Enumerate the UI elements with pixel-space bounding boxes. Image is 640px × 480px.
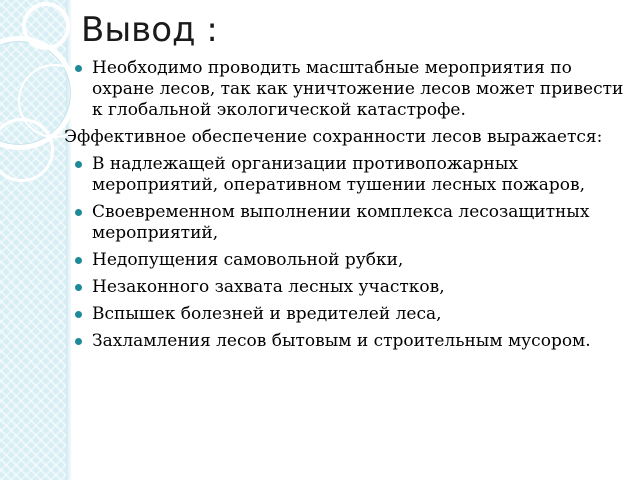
list-item [72,250,632,271]
list-item [72,331,632,352]
bullet-dot-icon [75,284,82,291]
list-item-text: Недопущения самовольной рубки, [92,250,404,270]
bullet-dot-icon [75,338,82,345]
bullet-list-top [72,58,632,121]
list-item-text: Вспышек болезней и вредителей леса, [92,304,442,324]
list-item-text: Своевременном выполнении комплекса лесозащитных мероприятий, [92,202,590,243]
list-item [72,154,632,196]
list-item [72,304,632,325]
list-item-text: В надлежащей организации противопожарных мероприятий, оперативном тушении лесных пожаров, [92,154,586,195]
intro-paragraph: Эффективное обеспечение сохранности лесов выражается: [64,127,603,147]
slide-content [64,58,632,358]
list-item [72,58,632,121]
bullet-list-main [72,154,632,352]
list-item-text: Захламления лесов бытовым и строительным мусором. [92,331,591,351]
slide-title: Вывод : [81,10,218,50]
bullet-dot-icon [75,209,82,216]
bullet-dot-icon [75,257,82,264]
list-item [72,277,632,298]
decorative-ring-icon [22,2,70,50]
list-item-text: Незаконного захвата лесных участков, [92,277,445,297]
list-item-text: Необходимо проводить масштабные мероприятия по охране лесов, так как уничтожение лесов может привести к глобальной экологической катастрофе. [92,58,624,120]
bullet-dot-icon [75,65,82,72]
bullet-dot-icon [75,161,82,168]
list-item [72,202,632,244]
bullet-dot-icon [75,311,82,318]
